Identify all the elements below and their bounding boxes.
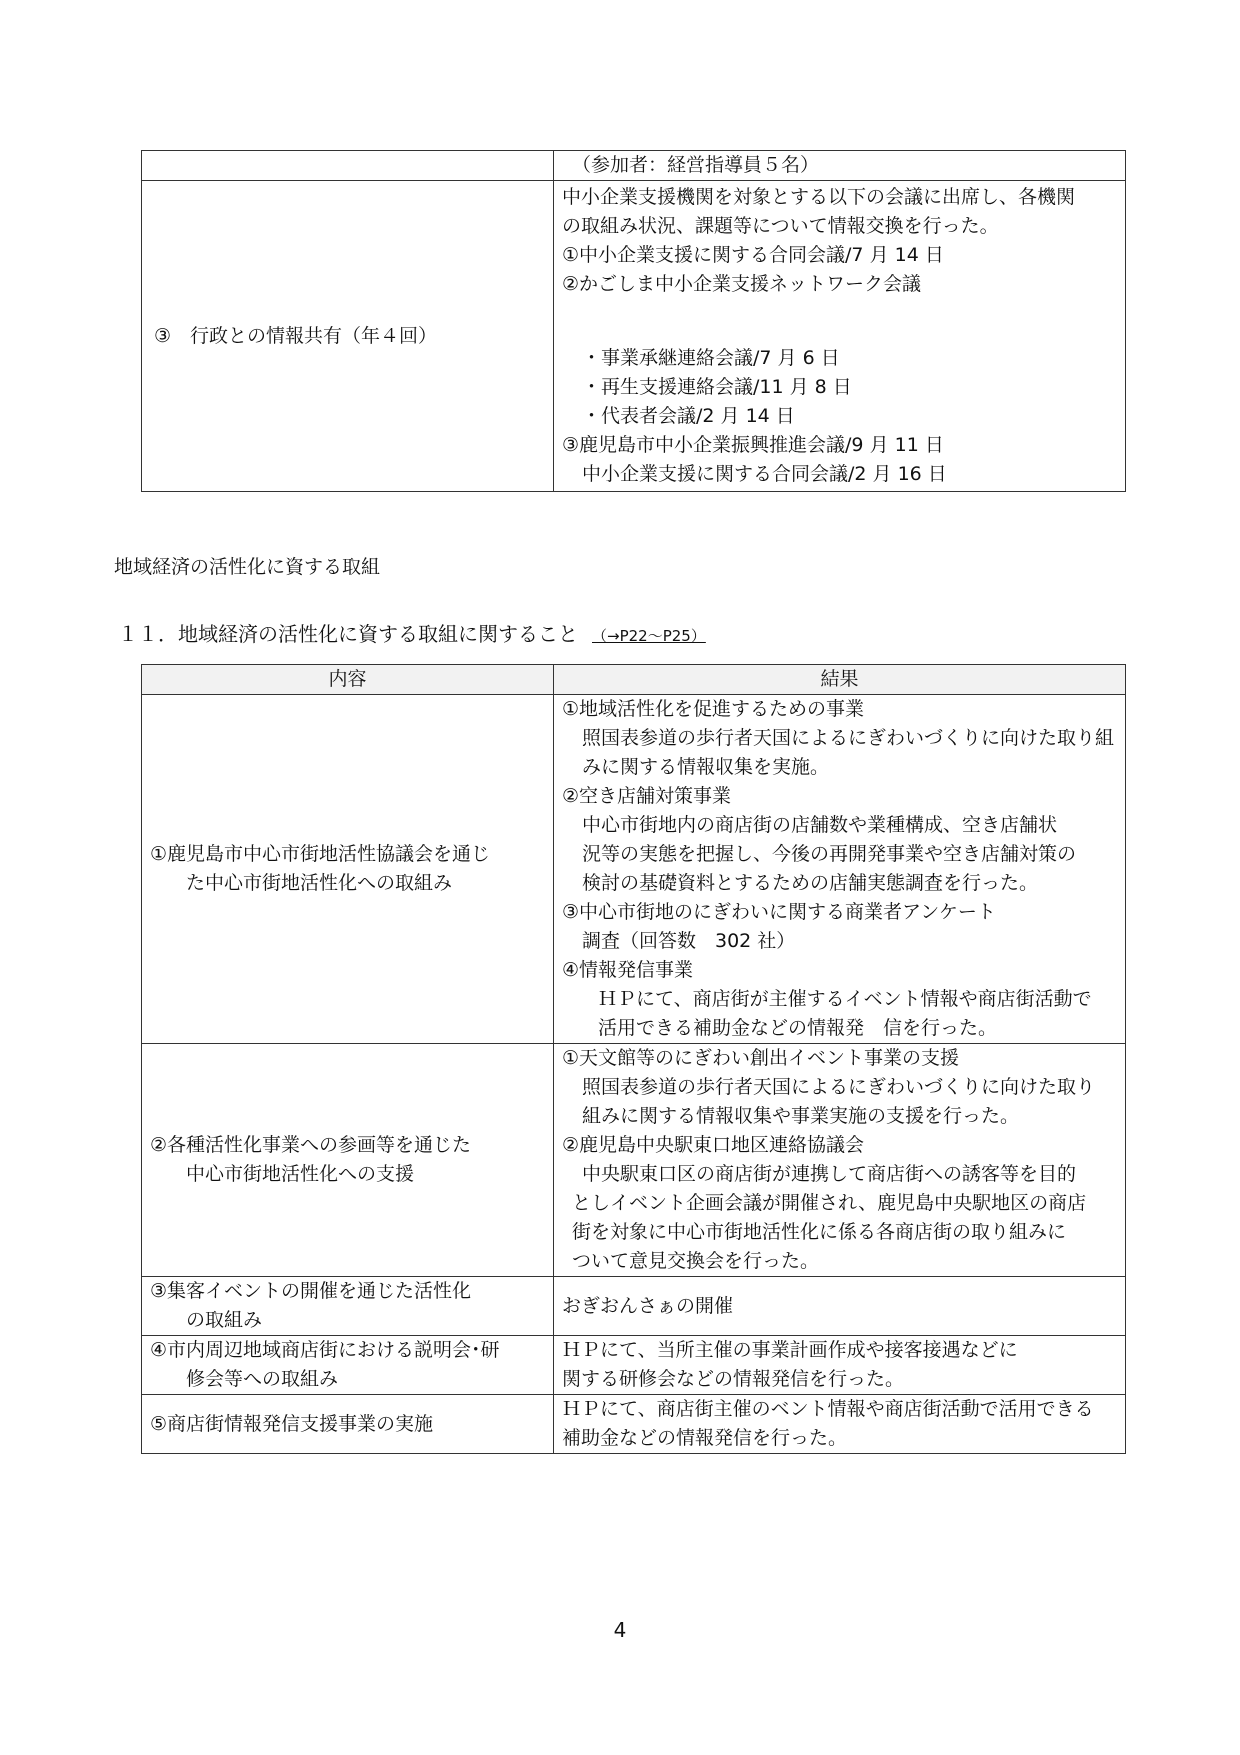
result-line: ついて意見交換会を行った。 xyxy=(572,1250,820,1272)
table-cell xyxy=(554,1277,1126,1336)
result-line: ③中心市街地のにぎわいに関する商業者アンケート xyxy=(562,901,996,923)
result-line: ＨＰにて、商店街が主催するイベント情報や商店街活動で xyxy=(598,988,1092,1010)
column-header-result: 結果 xyxy=(554,665,1126,695)
table-cell xyxy=(142,1277,554,1336)
result-line: ＨＰにて、商店街主催のベント情報や商店街活動で活用できる xyxy=(562,1398,1094,1420)
result-line: ①中小企業支援に関する合同会議/7 月 14 日 xyxy=(562,244,944,266)
result-line: 況等の実態を把握し、今後の再開発事業や空き店舗対策の xyxy=(582,843,1077,865)
result-line: 補助金などの情報発信を行った。 xyxy=(562,1427,848,1449)
table-cell xyxy=(554,181,1126,492)
content-line: ③集客イベントの開催を通じた活性化 xyxy=(150,1280,472,1302)
result-line: 活用できる補助金などの情報発 信を行った。 xyxy=(598,1017,998,1039)
table-cell xyxy=(554,1336,1126,1395)
table-cell xyxy=(554,695,1126,1044)
section-label: 地域経済の活性化に資する取組 xyxy=(114,556,381,578)
content-line: ①鹿児島市中心市街地活性協議会を通じ xyxy=(150,843,491,865)
result-line: ③鹿児島市中小企業振興推進会議/9 月 11 日 xyxy=(562,434,944,456)
content-line: 中心市街地活性化への支援 xyxy=(186,1163,415,1185)
table-row xyxy=(142,695,1126,1044)
table-cell xyxy=(554,1395,1126,1454)
result-line: ・再生支援連絡会議/11 月 8 日 xyxy=(582,376,852,398)
table-row xyxy=(142,1395,1126,1454)
result-line: 街を対象に中心市街地活性化に係る各商店街の取り組みに xyxy=(572,1221,1067,1243)
table-cell xyxy=(554,1044,1126,1277)
result-line: の取組み状況、課題等について情報交換を行った。 xyxy=(562,215,999,237)
table-cell xyxy=(554,151,1126,181)
table-cell xyxy=(142,695,554,1044)
page-number: 4 xyxy=(613,1618,627,1642)
table-row xyxy=(142,1336,1126,1395)
result-line: ①地域活性化を促進するための事業 xyxy=(562,698,865,720)
table-row xyxy=(142,1277,1126,1336)
page-reference: （→P22～P25） xyxy=(592,627,706,645)
result-line: 調査（回答数 302 社） xyxy=(582,930,796,952)
result-line: 検討の基礎資料とするための店舗実態調査を行った。 xyxy=(582,872,1039,894)
result-line: としイベント企画会議が開催され、鹿児島中央駅地区の商店 xyxy=(572,1192,1087,1214)
sub-heading-text: １１．地域経済の活性化に資する取組に関すること xyxy=(118,622,578,646)
content-line: ④市内周辺地域商店街における説明会･研 xyxy=(150,1339,500,1361)
result-line: ・代表者会議/2 月 14 日 xyxy=(582,405,795,427)
result-line: ・事業承継連絡会議/7 月 6 日 xyxy=(582,347,840,369)
content-line: の取組み xyxy=(186,1309,263,1331)
result-line: ②空き店舗対策事業 xyxy=(562,785,732,807)
result-line: ②鹿児島中央駅東口地区連絡協議会 xyxy=(562,1134,865,1156)
result-line: ＨＰにて、当所主催の事業計画作成や接客接遇などに xyxy=(562,1339,1018,1361)
result-line: 照国表参道の歩行者天国によるにぎわいづくりに向けた取り組 xyxy=(582,727,1115,749)
result-line: 中小企業支援機関を対象とする以下の会議に出席し、各機関 xyxy=(562,186,1076,208)
participants-note: （参加者：経営指導員５名） xyxy=(572,154,820,176)
table-cell xyxy=(142,151,554,181)
column-header-content: 内容 xyxy=(142,665,554,695)
result-line: ④情報発信事業 xyxy=(562,959,694,981)
table-cell xyxy=(142,1336,554,1395)
table-header-row xyxy=(142,665,1126,695)
table-cell xyxy=(142,181,554,492)
meetings-table xyxy=(141,150,1126,492)
result-line: 中心市街地内の商店街の店舗数や業種構成、空き店舗状 xyxy=(582,814,1058,836)
result-line: 組みに関する情報収集や事業実施の支援を行った。 xyxy=(582,1105,1020,1127)
table-cell xyxy=(142,1044,554,1277)
result-line: 中央駅東口区の商店街が連携して商店街への誘客等を目的 xyxy=(582,1163,1077,1185)
result-line: 照国表参道の歩行者天国によるにぎわいづくりに向けた取り xyxy=(582,1076,1096,1098)
sub-heading xyxy=(118,618,706,652)
result-line: 関する研修会などの情報発信を行った。 xyxy=(562,1368,905,1390)
result-line: おぎおんさぁの開催 xyxy=(562,1294,734,1317)
table-row xyxy=(142,151,1126,181)
content-line: ②各種活性化事業への参画等を通じた xyxy=(150,1134,472,1156)
table-cell xyxy=(142,1395,554,1454)
content-line: た中心市街地活性化への取組み xyxy=(186,872,453,894)
item-label: ③ 行政との情報共有（年４回） xyxy=(154,324,438,347)
result-line: ②かごしま中小企業支援ネットワーク会議 xyxy=(562,273,922,295)
result-line: 中小企業支援に関する合同会議/2 月 16 日 xyxy=(582,463,947,485)
content-line: ⑤商店街情報発信支援事業の実施 xyxy=(150,1412,434,1435)
result-line: ①天文館等のにぎわい創出イベント事業の支援 xyxy=(562,1047,960,1069)
activities-table xyxy=(141,664,1126,1454)
table-row xyxy=(142,181,1126,492)
table-row xyxy=(142,1044,1126,1277)
content-line: 修会等への取組み xyxy=(186,1368,339,1390)
result-line: みに関する情報収集を実施。 xyxy=(582,756,830,778)
